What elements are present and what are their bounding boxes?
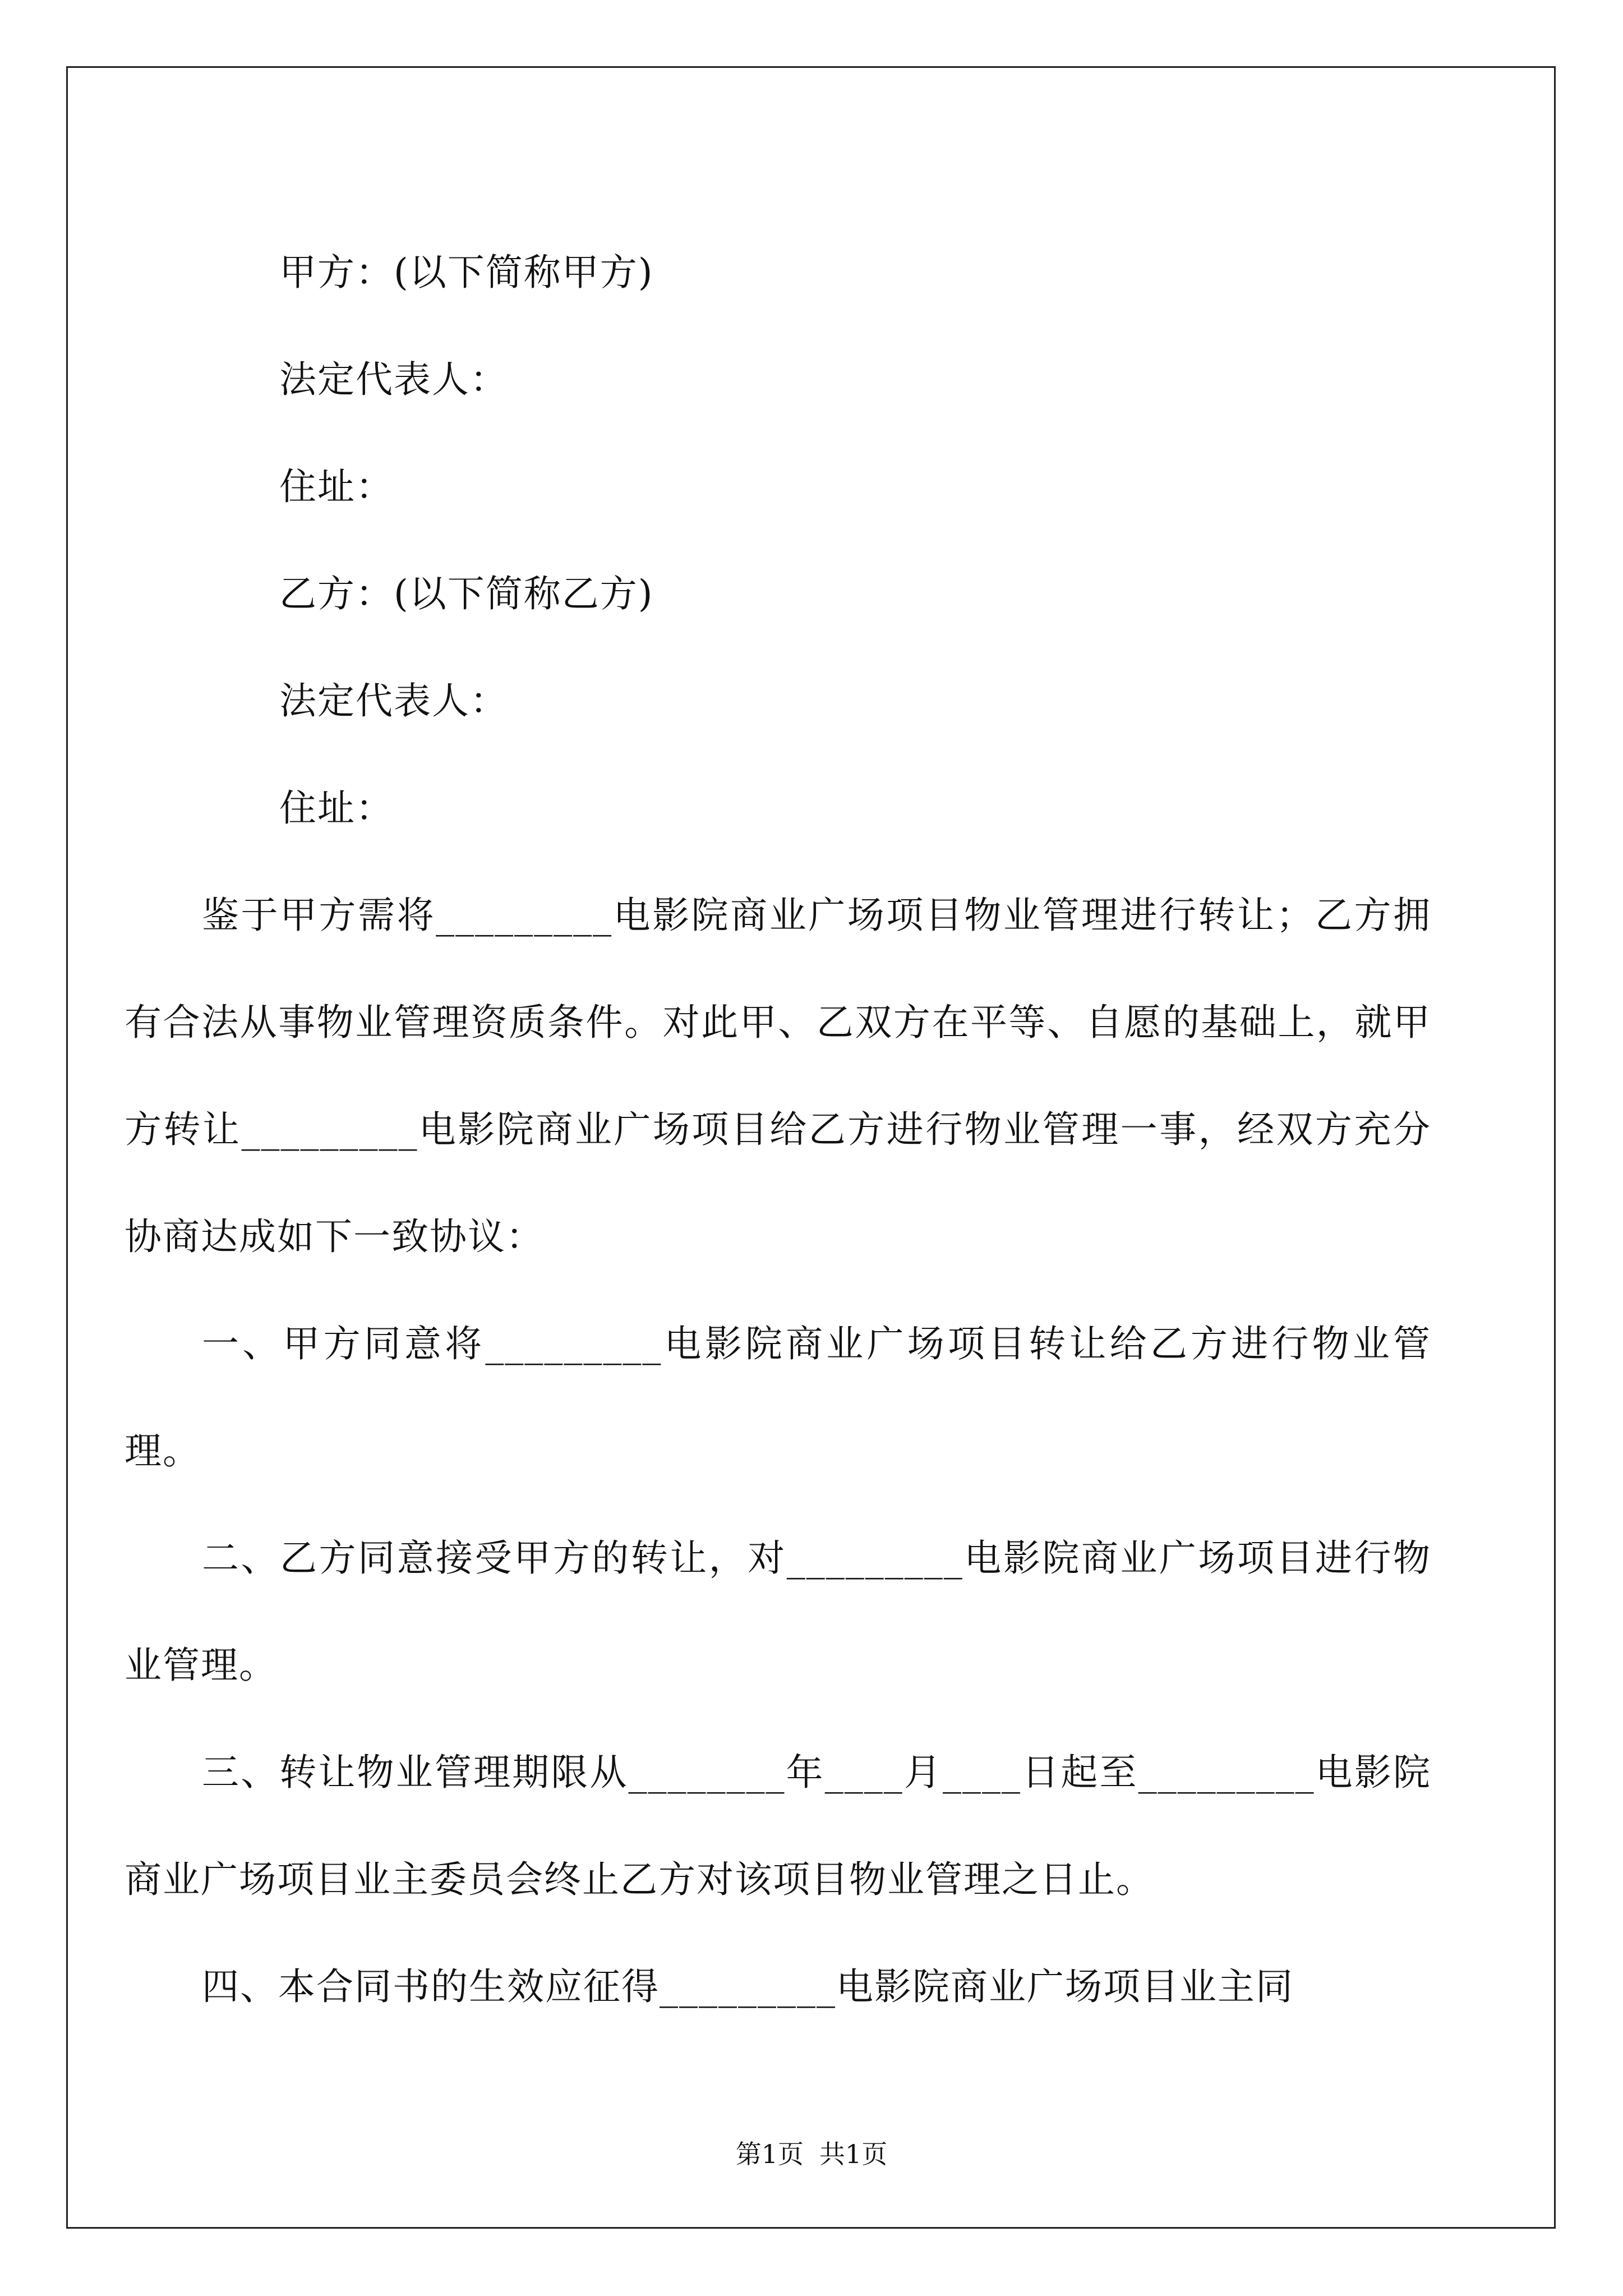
page-footer <box>0 2137 1623 2171</box>
party-a-line: 甲方：(以下简称甲方) <box>279 251 654 294</box>
party-b-line: 乙方：(以下简称乙方) <box>279 572 654 615</box>
document-body <box>125 219 1431 2040</box>
current-page-number: 第1页 <box>735 2139 804 2169</box>
party-b-representative: 法定代表人： <box>279 679 508 723</box>
clause-4: 四、本合同书的生效应征得_________电影院商业广场项目业主同 <box>202 1965 1294 2008</box>
party-b-address: 住址： <box>279 786 394 830</box>
clause-1: 一、甲方同意将_________电影院商业广场项目转让给乙方进行物业管理。 <box>125 1322 1431 1473</box>
party-a-address: 住址： <box>279 465 394 508</box>
total-page-count: 共1页 <box>819 2139 888 2169</box>
clause-3: 三、转让物业管理期限从________年____月____日起至_________电影院商业广场项目业主委员会终止乙方对该项目物业管理之日止。 <box>125 1751 1431 1901</box>
preamble-paragraph: 鉴于甲方需将_________电影院商业广场项目物业管理进行转让；乙方拥有合法从事物业管理资质条件。对此甲、乙双方在平等、自愿的基础上，就甲方转让_________电影院商业广场项目给乙方进行物业管理一事，经双方充分协商达成如下一致协议： <box>125 894 1431 1258</box>
party-a-representative: 法定代表人： <box>279 358 508 401</box>
clause-2: 二、乙方同意接受甲方的转让，对_________电影院商业广场项目进行物业管理。 <box>125 1536 1431 1687</box>
